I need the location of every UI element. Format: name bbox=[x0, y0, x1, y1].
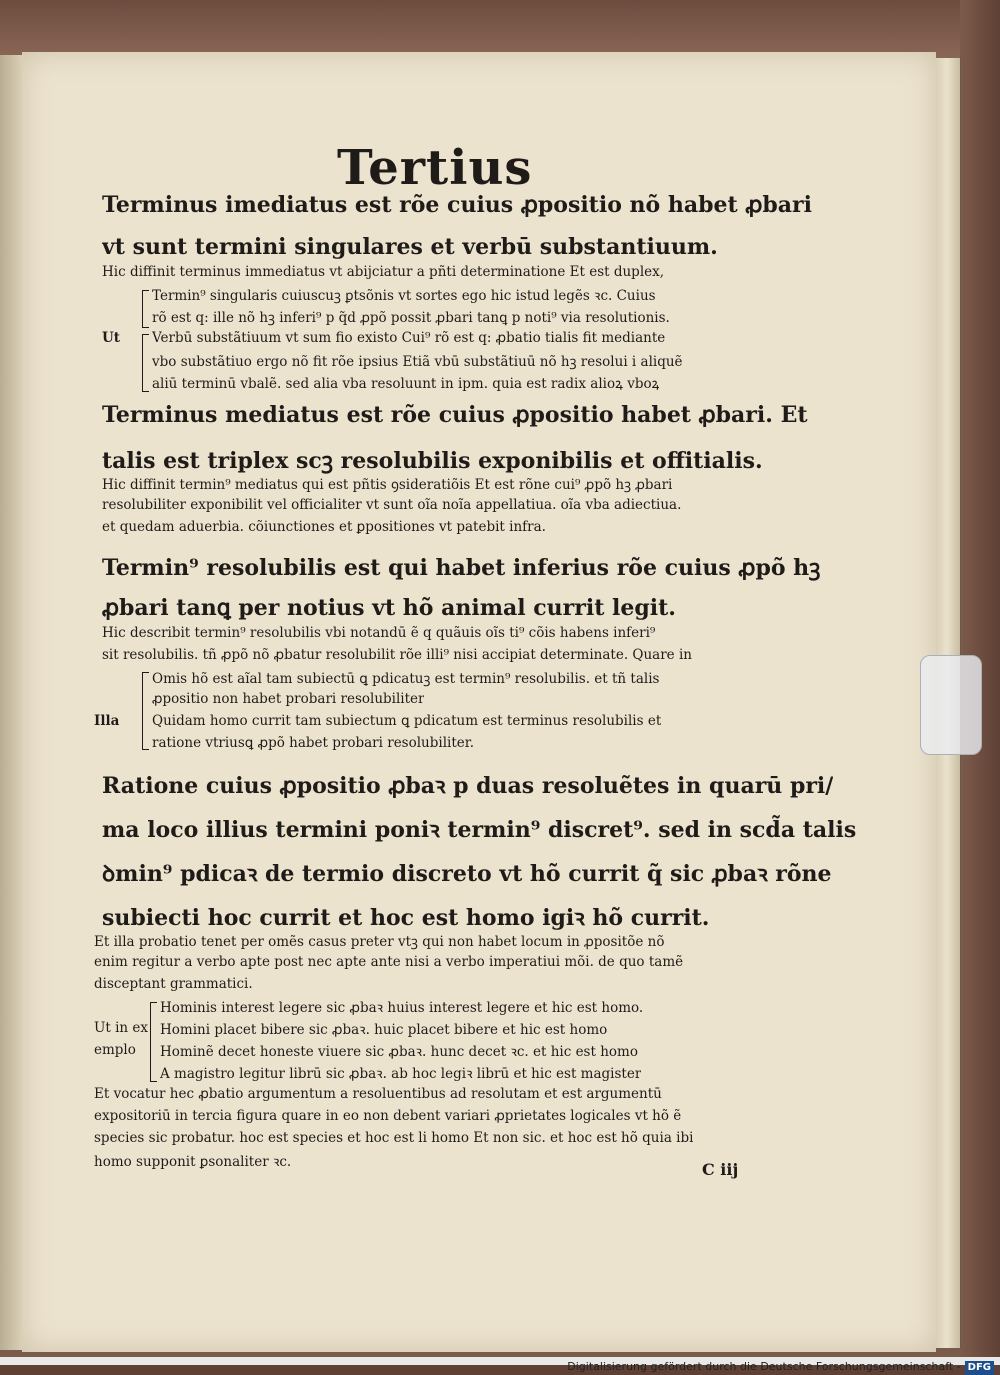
text-line: talis est triplex scꝫ resolubilis exponibilis et offitialis. bbox=[102, 448, 763, 474]
bracket-mark bbox=[150, 1002, 157, 1082]
page-text bbox=[22, 52, 936, 1352]
text-line: Quidam homo currit tam subiectum ꝗ pdicatum est terminus resolubilis et bbox=[152, 713, 662, 729]
text-line: Verbū substãtiuum vt sum fio existo Cui⁹ rõ est q: ꝓbatio tialis fit mediante bbox=[152, 330, 666, 346]
margin-note: Illa bbox=[94, 713, 120, 729]
text-line: Termin⁹ singularis cuiuscuꝫ ꝑtsõnis vt sortes ego hic istud legẽs ꝛc. Cuius bbox=[152, 288, 656, 304]
text-line: Terminus imediatus est rõe cuius ꝓpositio nõ habet ꝓbari bbox=[102, 192, 812, 218]
text-line: Omis hõ est aĩal tam subiectū ꝗ pdicatuꝫ est termin⁹ resolubilis. et tñ talis bbox=[152, 671, 660, 687]
text-line: homo supponit ꝑsonaliter ꝛc. bbox=[94, 1154, 292, 1170]
text-line: ꝓbari tanꝗ per notius vt hõ animal currit legit. bbox=[102, 595, 676, 621]
text-line: Hominẽ decet honeste viuere sic ꝓbaꝛ. hunc decet ꝛc. et hic est homo bbox=[160, 1044, 638, 1060]
text-line: ꝓpositio non habet probari resolubiliter bbox=[152, 691, 425, 707]
text-line: A magistro legitur librū sic ꝓbaꝛ. ab hoc legiꝛ librū et hic est magister bbox=[160, 1066, 642, 1082]
text-line: ꝺmin⁹ pdicaꝛ de termio discreto vt hõ currit q̃ sic ꝓbaꝛ rõne bbox=[102, 861, 832, 887]
text-line: Et illa probatio tenet per omẽs casus preter vtꝫ qui non habet locum in ꝓpositõe nõ bbox=[94, 934, 665, 950]
text-line: Et vocatur hec ꝓbatio argumentum a resoluentibus ad resolutam et est argumentū bbox=[94, 1086, 662, 1102]
text-line: aliū terminū vbalẽ. sed alia vba resoluunt in ipm. quia est radix alioꝝ vboꝝ bbox=[152, 376, 660, 392]
text-line: disceptant grammatici. bbox=[94, 976, 253, 992]
book-cover-top bbox=[0, 0, 1000, 58]
text-line: Terminus mediatus est rõe cuius ꝓpositio habet ꝓbari. Et bbox=[102, 402, 808, 428]
text-line: Hic diffinit termin⁹ mediatus qui est pñtis ꝯsideratiõis Et est rõne cui⁹ ꝓpõ hꝫ ꝓbari bbox=[102, 477, 673, 493]
book-page bbox=[22, 52, 936, 1352]
text-line: et quedam aduerbia. cõiunctiones et ꝑpositiones vt patebit infra. bbox=[102, 519, 546, 535]
text-line: Hic describit termin⁹ resolubilis vbi notandū ẽ q quãuis oĩs ti⁹ cõis habens inferi⁹ bbox=[102, 625, 656, 641]
margin-note: Ut in ex bbox=[94, 1020, 148, 1036]
text-line: vbo substãtiuo ergo nõ fit rõe ipsius Etiã vbū substãtiuū nõ hꝫ resolui i aliquẽ bbox=[152, 354, 683, 370]
footer-credit bbox=[560, 1358, 1000, 1375]
text-line: subiecti hoc currit et hoc est homo igiꝛ hõ currit. bbox=[102, 905, 710, 931]
page-clip bbox=[920, 655, 982, 755]
text-line: Termin⁹ resolubilis est qui habet inferius rõe cuius ꝓpõ hꝫ bbox=[102, 555, 821, 581]
text-line: rõ est q: ille nõ hꝫ inferi⁹ p q̃d ꝓpõ possit ꝓbari tanꝗ p noti⁹ via resolutionis. bbox=[152, 310, 670, 326]
text-line: expositoriū in tercia figura quare in eo non debent variari ꝓprietates logicales vt hõ ẽ bbox=[94, 1108, 682, 1124]
text-line: enim regitur a verbo apte post nec apte ante nisi a verbo imperatiui mõi. de quo tamẽ bbox=[94, 954, 684, 970]
text-line: Hic diffinit terminus immediatus vt abijciatur a pñti determinatione Et est duplex, bbox=[102, 264, 665, 280]
text-line: resolubiliter exponibilit vel officialiter vt sunt oĩa noĩa appellatiua. oĩa vba adiectiua. bbox=[102, 497, 682, 513]
dfg-logo-icon: DFG bbox=[965, 1361, 994, 1375]
text-line: Hominis interest legere sic ꝓbaꝛ huius interest legere et hic est homo. bbox=[160, 1000, 644, 1016]
bracket-mark bbox=[142, 672, 149, 750]
text-line: vt sunt termini singulares et verbū substantiuum. bbox=[102, 234, 718, 260]
text-line: ratione vtriusꝗ ꝓpõ habet probari resolubiliter. bbox=[152, 735, 475, 751]
signature-mark: C iij bbox=[702, 1160, 739, 1179]
margin-note: Ut bbox=[102, 330, 121, 346]
margin-note: emplo bbox=[94, 1042, 136, 1058]
page-heading: Tertius bbox=[337, 140, 533, 196]
text-line: sit resolubilis. tñ ꝓpõ nõ ꝓbatur resolubilit rõe illi⁹ nisi accipiat determinate. Quare in bbox=[102, 647, 692, 663]
bracket-mark bbox=[142, 290, 149, 328]
text-line: Ratione cuius ꝓpositio ꝓbaꝛ p duas resoluẽtes in quarū pri/ bbox=[102, 773, 834, 799]
text-line: species sic probatur. hoc est species et hoc est li homo Et non sic. et hoc est hõ quia ibi bbox=[94, 1130, 694, 1146]
text-line: Homini placet bibere sic ꝓbaꝛ. huic placet bibere et hic est homo bbox=[160, 1022, 608, 1038]
text-line: ma loco illius termini poniꝛ termin⁹ discret⁹. sed in scd̃a talis bbox=[102, 817, 857, 843]
bracket-mark bbox=[142, 334, 149, 392]
footer-text: Digitalisierung gefördert durch die Deutsche Forschungsgemeinschaft - bbox=[567, 1360, 961, 1373]
